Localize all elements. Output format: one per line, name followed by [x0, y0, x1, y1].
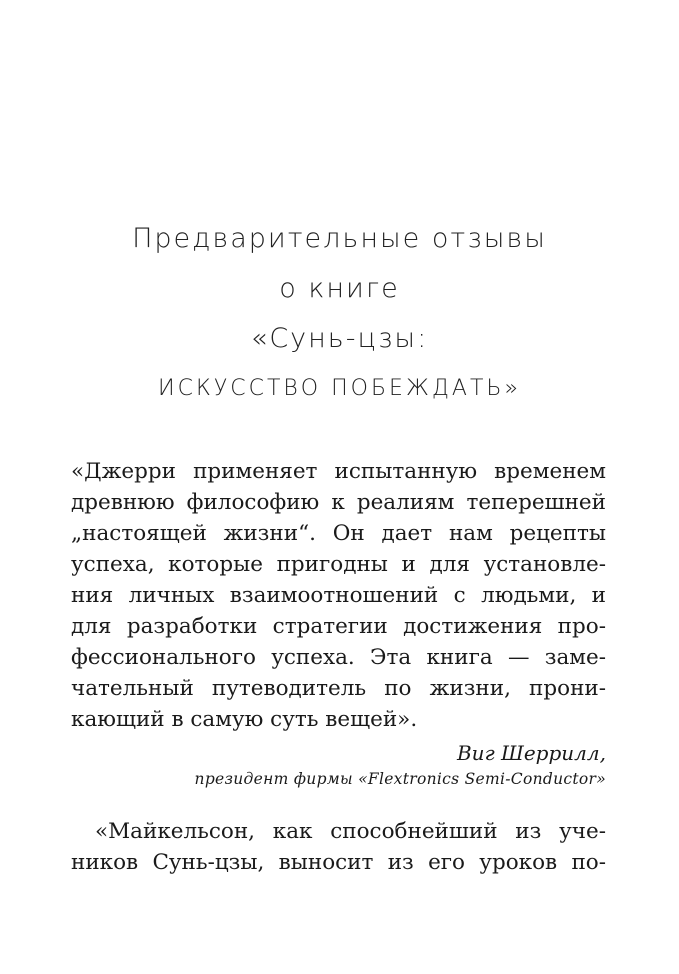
quote-line: «Джерри применяет испытанную временем: [71, 459, 606, 484]
heading-line-1: Предварительные отзывы: [132, 223, 547, 254]
heading-line-2: о книге: [279, 273, 400, 304]
reviewer-role: президент фирмы «Flextronics Semi-Conductor»: [194, 770, 606, 788]
heading-line-4: ИСКУССТВО ПОБЕЖДАТЬ»: [158, 376, 521, 401]
quote-line: фессионального успеха. Эта книга — заме-: [71, 645, 606, 670]
review-attribution-1: [71, 740, 606, 792]
quote-line: ников Сунь-цзы, выносит из его уроков по-: [71, 850, 606, 875]
quote-line: ния личных взаимоотношений с людьми, и: [71, 583, 606, 608]
quote-line: древнюю философию к реалиям теперешней: [71, 490, 606, 515]
quote-line: „настоящей жизни“. Он дает нам рецепты: [71, 521, 606, 546]
review-quote-1: [71, 456, 606, 735]
quote-line: для разработки стратегии достижения про-: [71, 614, 606, 639]
review-quote-2: [71, 816, 606, 878]
quote-line: успеха, которые пригодны и для установле-: [71, 552, 606, 577]
quote-line: чательный путеводитель по жизни, прони-: [71, 676, 606, 701]
quote-line: «Майкельсон, как способнейший из уче-: [95, 819, 606, 844]
heading-line-3: «Сунь-цзы:: [250, 323, 429, 354]
quote-line: кающий в самую суть вещей».: [71, 707, 418, 732]
reviewer-name: Виг Шеррилл,: [456, 741, 606, 765]
section-heading: [60, 214, 619, 414]
